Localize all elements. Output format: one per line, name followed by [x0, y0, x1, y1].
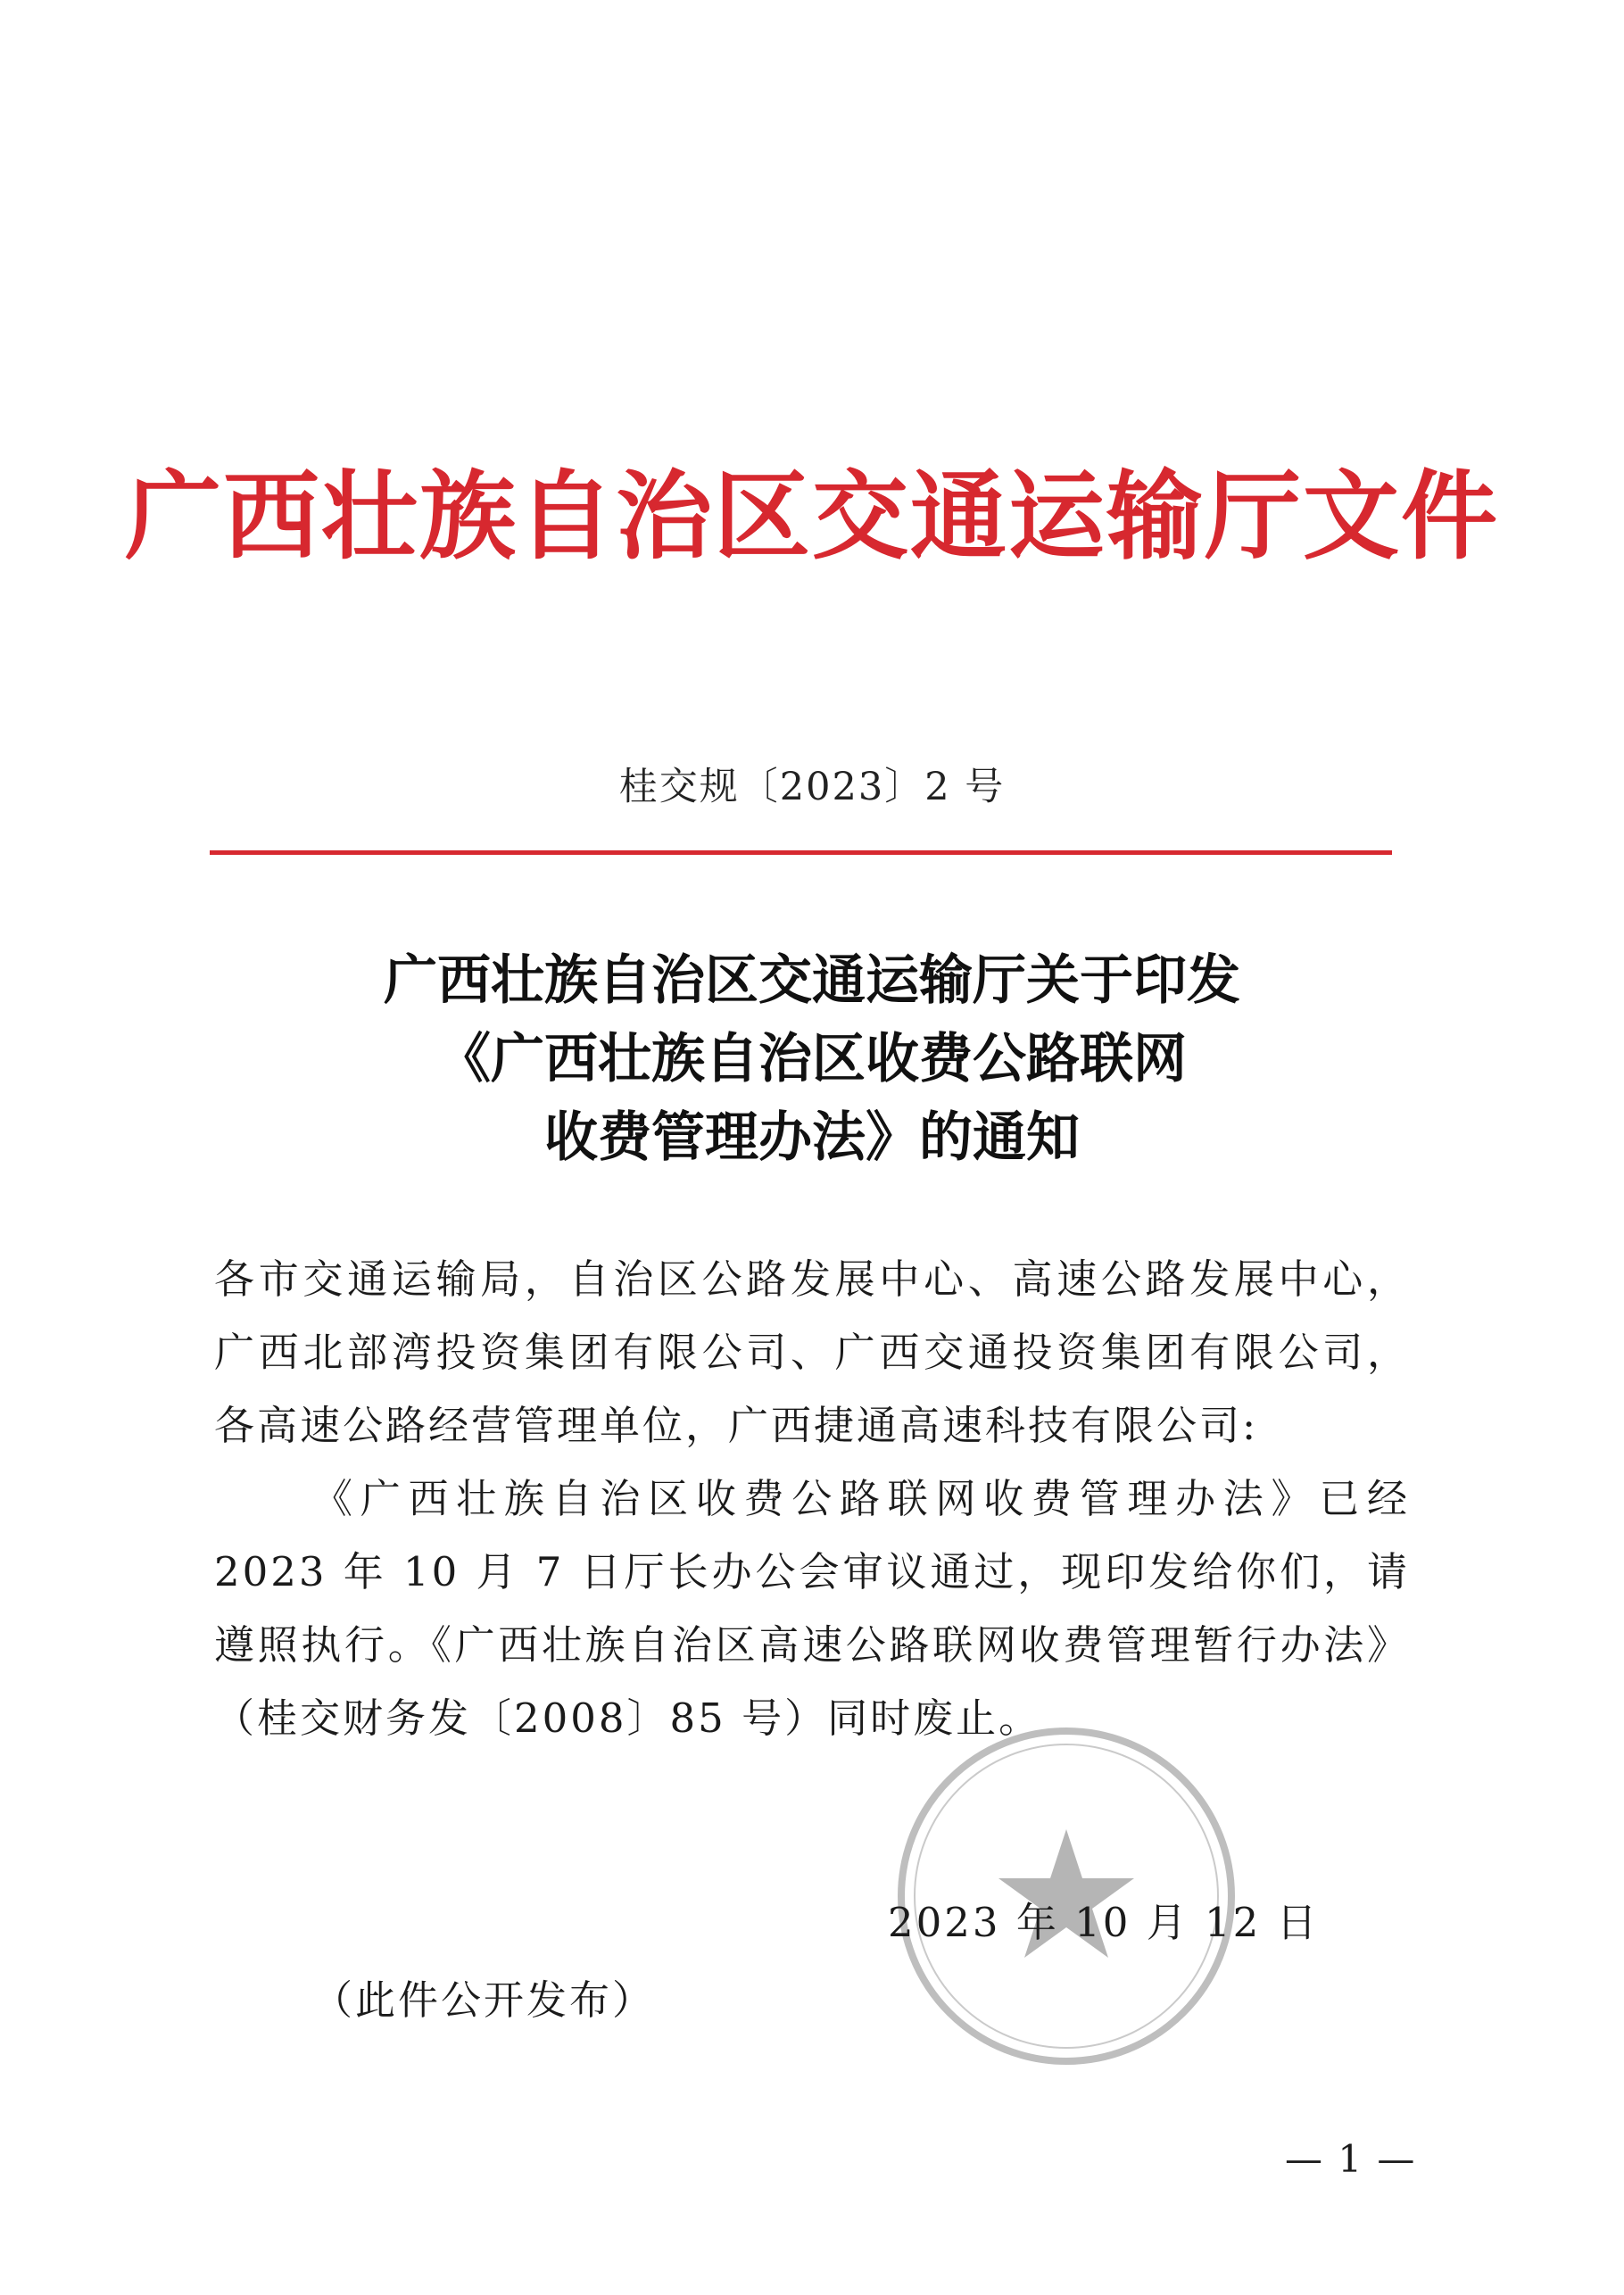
- document-number: 桂交规〔2023〕2 号: [618, 765, 1006, 809]
- notice-body: [214, 1243, 1410, 1755]
- content-paragraph: 《广西壮族自治区收费公路联网收费管理办法》已经 2023 年 10 月 7 日厅长办公会审议通过，现印发给你们，请遵照执行。《广西壮族自治区高速公路联网收费管理暂行办法》（桂交财务发〔2008〕85 号）同时废止。: [214, 1475, 1410, 1742]
- addressees-paragraph: 各市交通运输局，自治区公路发展中心、高速公路发展中心，广西北部湾投资集团有限公司、广西交通投资集团有限公司，各高速公路经营管理单位，广西捷通高速科技有限公司:: [214, 1255, 1410, 1449]
- notice-title: [0, 941, 1624, 1177]
- red-divider-line: [210, 850, 1392, 855]
- notice-title-line: 广西壮族自治区交通运输厅关于印发: [384, 949, 1240, 1012]
- issue-date: 2023 年 10 月 12 日: [888, 1899, 1320, 1946]
- page-number: — 1 —: [1285, 2137, 1417, 2181]
- public-release-note: （此件公开发布）: [312, 1976, 656, 2024]
- notice-title-line: 收费管理办法》的通知: [544, 1106, 1080, 1169]
- notice-title-line: 《广西壮族自治区收费公路联网: [437, 1028, 1187, 1090]
- document-masthead: 广西壮族自治区交通运输厅文件: [124, 460, 1499, 573]
